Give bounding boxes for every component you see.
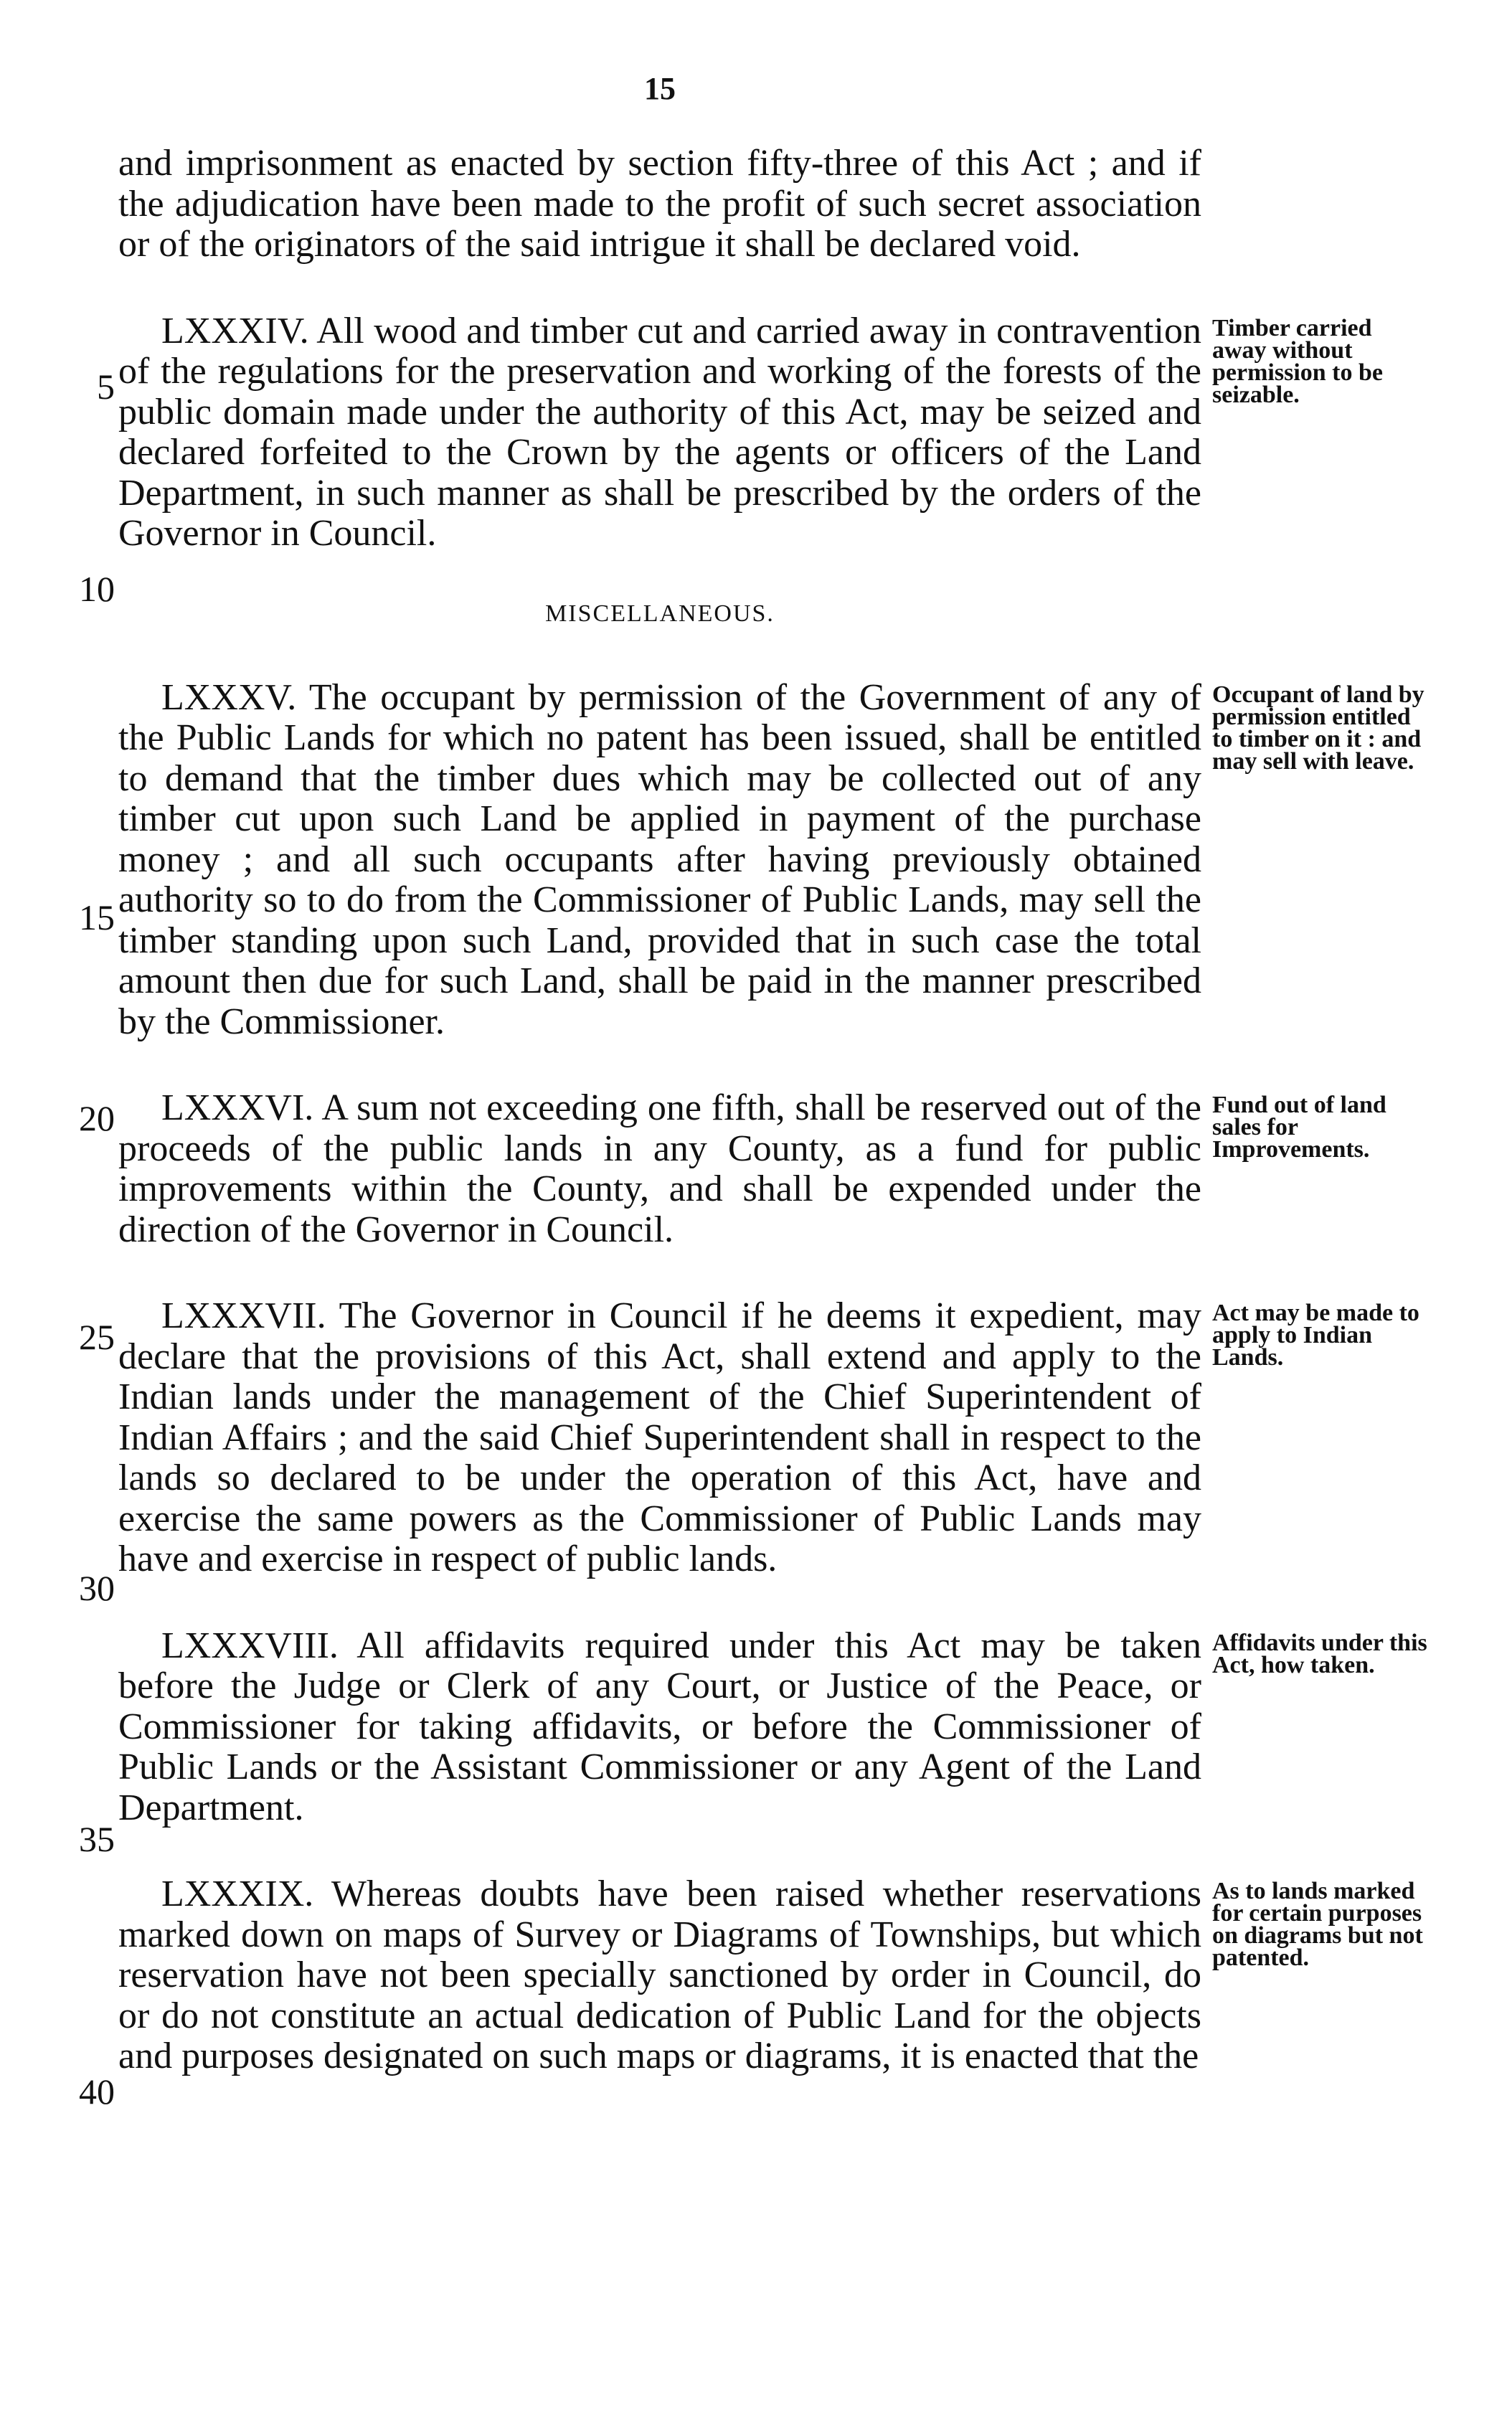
line-number: 40 [79, 2071, 115, 2112]
line-number: 35 [79, 1819, 115, 1859]
margin-note: Fund out of land sales for Improvements. [1212, 1092, 1386, 1163]
line-number: 10 [79, 569, 115, 609]
section-number: LXXXVII. [161, 1295, 326, 1336]
intro-paragraph: and imprisonment as enacted by section fifty-three of this Act ; and if the adjudication have been made to the profit of such secret association or of the originators of the said intrigue it shall be declared void. [118, 143, 1201, 265]
margin-note: Timber carried away without permission to be seizable. [1212, 314, 1383, 408]
section-number: LXXXIV. [161, 310, 309, 351]
line-number: 5 [97, 367, 115, 407]
section-text: The Governor in Council if he deems it expedient, may declare that the provisions of this Act, shall extend and apply to the Indian lands under the management of the Chief Superintendent of Indian Affairs ; and the said Chief Superintendent shall in respect to the lands so declared to be under the operation of this Act, have and exercise the same powers as the Commissioner of Public Lands may have and exercise in respect of public lands. [118, 1295, 1201, 1579]
section-number: LXXXVI. [161, 1087, 314, 1128]
section-text: All affidavits required under this Act may be taken before the Judge or Clerk of any Court, or Justice of the Peace, or Commissioner for taking affidavits, or before the Commissioner of Public Lands or the Assistant Commissioner or any Agent of the Land Department. [118, 1625, 1201, 1828]
section-text: All wood and timber cut and carried away in contravention of the regulations for the preservation and working of the forests of the public domain made under the authority of this Act, may be seized and declared forfeited to the Crown by the agents or officers of the Land Department, in such manner as shall be prescribed by the orders of the Governor in Council. [118, 310, 1201, 554]
section-84 [118, 310, 1383, 554]
section-86 [118, 1087, 1386, 1250]
section-85 [118, 676, 1424, 1043]
margin-note: Act may be made to apply to Indian Lands. [1212, 1300, 1419, 1371]
margin-note: Affidavits under this Act, how taken. [1212, 1629, 1427, 1678]
line-number: 25 [79, 1317, 115, 1357]
section-number: LXXXVIII. [161, 1625, 339, 1666]
page-number: 15 [644, 71, 676, 106]
section-88 [118, 1625, 1427, 1829]
section-heading: MISCELLANEOUS. [545, 600, 775, 627]
line-number: 20 [79, 1098, 115, 1138]
section-text: A sum not exceeding one fifth, shall be reserved out of the proceeds of the public lands in any County, as a fund for public improvements within the County, and shall be expended under the direction of the Governor in Council. [118, 1087, 1201, 1250]
section-number: LXXXV. [161, 676, 297, 718]
line-number: 15 [79, 897, 115, 937]
line-number: 30 [79, 1568, 115, 1608]
section-89 [118, 1873, 1423, 2077]
section-number: LXXXIX. [161, 1873, 314, 1914]
document-body [118, 143, 1427, 2077]
section-text: The occupant by permission of the Government of any of the Public Lands for which no patent has been issued, shall be entitled to demand that the timber dues which may be collected out of any timber cut upon such Land be applied in payment of the purchase money ; and all such occupants after having previously obtained authority so to do from the Commissioner of Public Lands, may sell the timber standing upon such Land, provided that in such case the total amount then due for such Land, shall be paid in the manner prescribed by the Commissioner. [118, 676, 1201, 1042]
section-text: Whereas doubts have been raised whether reservations marked down on maps of Survey or Diagrams of Townships, but which reservation have not been specially sanctioned by order in Council, do or do not constitute an actual dedication of Public Land for the objects and purposes designated on such maps or diagrams, it is enacted that the [118, 1873, 1201, 2076]
section-87 [118, 1295, 1419, 1580]
margin-note: As to lands marked for certain purposes on diagrams but not patented. [1212, 1878, 1423, 1971]
margin-note: Occupant of land by permission entitled to timber on it : and may sell with leave. [1212, 681, 1424, 775]
